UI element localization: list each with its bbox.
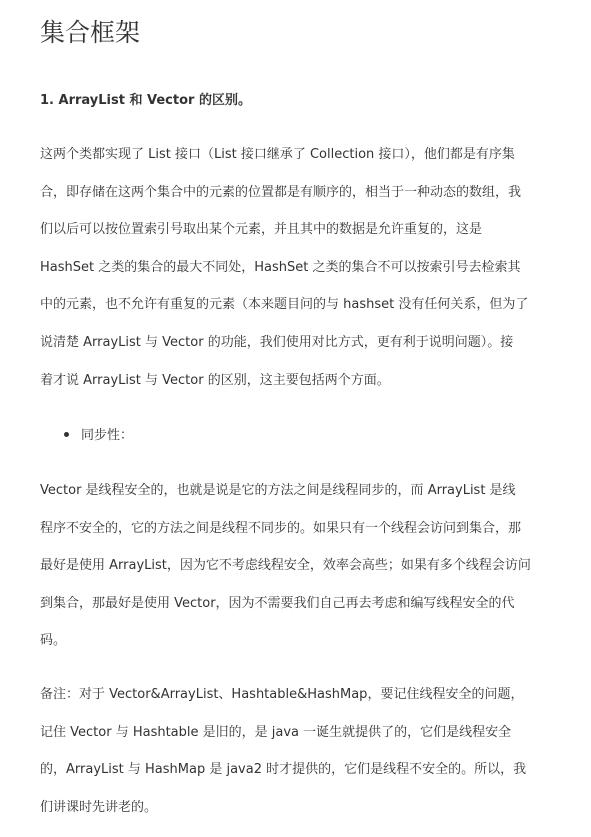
bullet-dot-icon — [64, 432, 69, 437]
paragraph-line: 这两个类都实现了 List 接口（List 接口继承了 Collection 接口），他们都是有序集 — [40, 147, 515, 162]
paragraph-line: 着才说 ArrayList 与 Vector 的区别，这主要包括两个方面。 — [40, 372, 390, 388]
paragraph-line: 中的元素，也不允许有重复的元素（本来题目问的与 hashset 没有任何关系，但为了 — [40, 297, 529, 313]
paragraph-line: 合，即存储在这两个集合中的元素的位置都是有顺序的，相当于一种动态的数组，我 — [40, 184, 522, 200]
page-title: 集合框架 — [40, 18, 141, 47]
bullet-item-synchronization — [64, 424, 133, 448]
paragraph-line: 最好是使用 ArrayList，因为它不考虑线程安全，效率会高些；如果有多个线程会访问 — [40, 558, 531, 574]
paragraph-line: Vector 是线程安全的，也就是说是它的方法之间是线程同步的，而 ArrayList 是线 — [40, 483, 516, 498]
paragraph-line: 到集合，那最好是使用 Vector，因为不需要我们自己再去考虑和编写线程安全的代 — [40, 595, 515, 611]
paragraph-line: 们讲课时先讲老的。 — [40, 799, 158, 815]
paragraph-line: 们以后可以按位置索引号取出某个元素，并且其中的数据是允许重复的，这是 — [40, 222, 483, 238]
paragraph-note — [40, 676, 550, 826]
paragraph-line: HashSet 之类的集合的最大不同处，HashSet 之类的集合不可以按索引号去检索其 — [40, 259, 521, 275]
paragraph-line: 码。 — [40, 633, 67, 649]
paragraph-line: 备注：对于 Vector&ArrayList、Hashtable&HashMap，要记住线程安全的问题， — [40, 687, 524, 702]
paragraph-line: 程序不安全的，它的方法之间是线程不同步的。如果只有一个线程会访问到集合，那 — [40, 520, 522, 536]
paragraph-line: 的，ArrayList 与 HashMap 是 java2 时才提供的，它们是线程不安全的。所以，我 — [40, 762, 527, 778]
section-heading: 1. ArrayList 和 Vector 的区别。 — [40, 93, 251, 108]
paragraph-line: 说清楚 ArrayList 与 Vector 的功能，我们使用对比方式，更有利于说明问题）。接 — [40, 334, 514, 350]
paragraph-thread-safety — [40, 472, 550, 660]
paragraph-arraylist-vector-intro — [40, 136, 550, 399]
paragraph-line: 记住 Vector 与 Hashtable 是旧的，是 java 一诞生就提供了的，它们是线程安全 — [40, 724, 512, 740]
bullet-text: 同步性： — [81, 428, 134, 443]
